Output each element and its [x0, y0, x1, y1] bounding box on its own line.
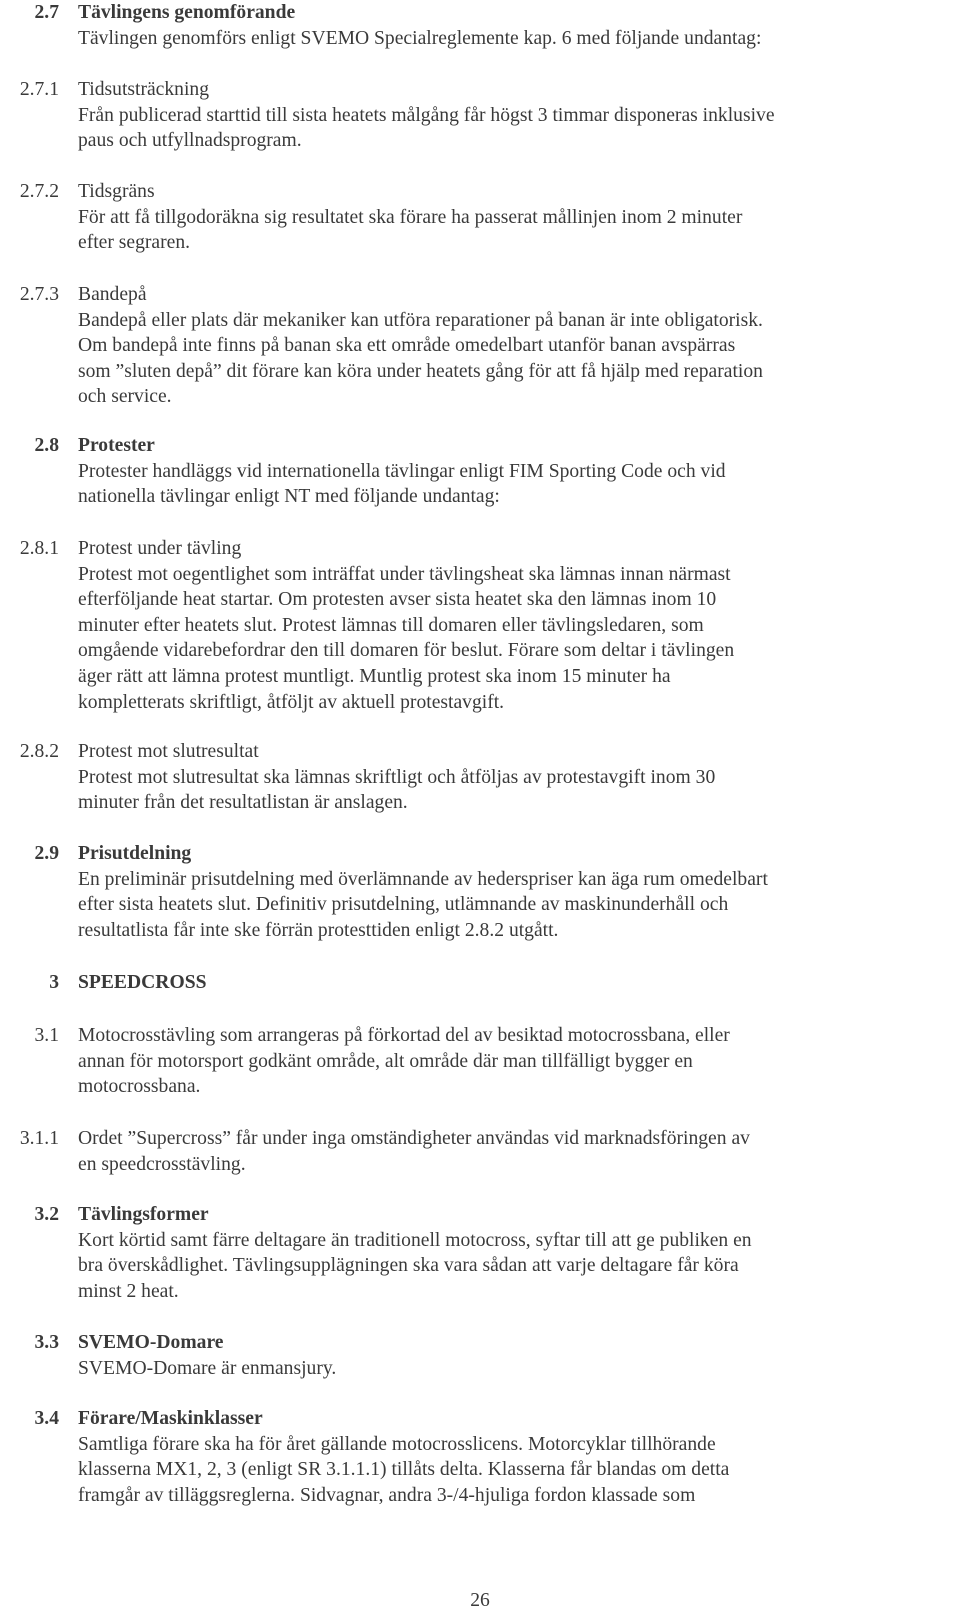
section-body: [78, 1330, 952, 1381]
paragraph-line: Ordet ”Supercross” får under inga omständigheter användas vid marknadsföringen av: [78, 1128, 750, 1149]
section-body: [78, 1202, 952, 1304]
section-heading: Protester: [78, 435, 155, 456]
paragraph-line: Om bandepå inte finns på banan ska ett område omedelbart utanför banan avspärras: [78, 335, 736, 357]
paragraph-line: Motocrosstävling som arrangeras på förkortad del av besiktad motocrossbana, eller: [78, 1025, 730, 1046]
section-number: 2.8.2: [19, 741, 59, 762]
section-number: 2.8: [34, 435, 59, 456]
paragraph-line: Protest mot oegentlighet som inträffat under tävlingsheat ska lämnas innan närmast: [78, 563, 731, 585]
section-heading: Tidsutsträckning: [78, 79, 210, 100]
paragraph-line: som ”sluten depå” dit förare kan köra under heatets gång för att få hjälp med reparation: [78, 360, 763, 382]
section-body: [78, 739, 952, 816]
section-body: [78, 1406, 952, 1508]
section-heading: SVEMO-Domare: [78, 1332, 224, 1353]
section-number: 2.7: [34, 2, 59, 23]
section-body: [78, 841, 952, 943]
paragraph-line: motocrossbana.: [78, 1076, 201, 1098]
paragraph-line: Bandepå eller plats där mekaniker kan utföra reparationer på banan är inte obligatorisk.: [78, 309, 763, 331]
paragraph-line: efterföljande heat startar. Om protesten avser sista heatet ska den lämnas inom 10: [78, 589, 717, 611]
section-heading: Förare/Maskinklasser: [78, 1408, 263, 1429]
section-body: [78, 1126, 952, 1177]
paragraph-line: Från publicerad starttid till sista heatets målgång får högst 3 timmar disponeras inklusive: [78, 104, 775, 126]
section-heading: Tävlingens genomförande: [78, 2, 296, 23]
section-number: 2.9: [34, 843, 59, 864]
paragraph-line: annan för motorsport godkänt område, alt område där man tillfälligt bygger en: [78, 1050, 693, 1072]
section-body: [78, 282, 952, 410]
section-number: 3.2: [34, 1204, 59, 1225]
section-number: 3.1.1: [19, 1128, 59, 1149]
paragraph-line: minuter från det resultatlistan är anslagen.: [78, 792, 408, 814]
paragraph-line: en speedcrosstävling.: [78, 1153, 246, 1175]
section-body: [78, 179, 952, 256]
paragraph-line: efter sista heatets slut. Definitiv prisutdelning, utlämnande av maskinunderhåll och: [78, 894, 729, 916]
section-heading: Protest under tävling: [78, 538, 242, 559]
paragraph-line: kompletterats skriftligt, åtföljt av aktuell protestavgift.: [78, 691, 505, 713]
paragraph-line: äger rätt att lämna protest muntligt. Muntlig protest ska inom 15 minuter ha: [78, 665, 671, 687]
paragraph-line: paus och utfyllnadsprogram.: [78, 130, 302, 152]
section-body: [78, 1023, 952, 1100]
section-heading: Tidsgräns: [78, 181, 155, 202]
section-body: [78, 433, 952, 510]
paragraph-line: Protest mot slutresultat ska lämnas skriftligt och åtföljas av protestavgift inom 30: [78, 766, 716, 788]
paragraph-line: omgående vidarebefordrar den till domaren för beslut. Förare som deltar i tävlingen: [78, 640, 735, 662]
section-heading: Protest mot slutresultat: [78, 741, 259, 762]
section-number: 3.3: [34, 1332, 59, 1353]
paragraph-line: minst 2 heat.: [78, 1280, 179, 1302]
paragraph-line: Samtliga förare ska ha för året gällande motocrosslicens. Motorcyklar tillhörande: [78, 1433, 716, 1455]
paragraph-line: SVEMO-Domare är enmansjury.: [78, 1357, 337, 1379]
section-body: [78, 970, 952, 996]
paragraph-line: nationella tävlingar enligt NT med följande undantag:: [78, 486, 500, 508]
paragraph-line: För att få tillgodoräkna sig resultatet ska förare ha passerat mållinjen inom 2 minuter: [78, 206, 743, 228]
paragraph-line: klasserna MX1, 2, 3 (enligt SR 3.1.1.1) tillåts delta. Klasserna får blandas om detta: [78, 1459, 730, 1481]
section-number: 2.7.1: [19, 79, 59, 100]
section-body: [78, 77, 952, 154]
section-number: 2.7.3: [19, 284, 59, 305]
section-body: [78, 0, 952, 51]
section-heading: Tävlingsformer: [78, 1204, 209, 1225]
paragraph-line: Protester handläggs vid internationella tävlingar enligt FIM Sporting Code och vid: [78, 460, 726, 482]
paragraph-line: minuter efter heatets slut. Protest lämnas till domaren eller tävlingsledaren, som: [78, 614, 704, 636]
section-number: 2.7.2: [19, 181, 59, 202]
section-number: 3: [49, 972, 59, 993]
page-number: 26: [470, 1590, 490, 1611]
section-heading: SPEEDCROSS: [78, 972, 207, 993]
section-body: [78, 536, 952, 715]
section-number: 3.1: [34, 1025, 59, 1046]
paragraph-line: och service.: [78, 386, 172, 408]
section-heading: Prisutdelning: [78, 843, 192, 864]
paragraph-line: resultatlista får inte ske förrän protesttiden enligt 2.8.2 utgått.: [78, 919, 559, 941]
section-number: 3.4: [34, 1408, 59, 1429]
paragraph-line: Kort körtid samt färre deltagare än traditionell motocross, syftar till att ge publiken en: [78, 1229, 752, 1251]
paragraph-line: bra överskådlighet. Tävlingsupplägningen ska vara sådan att varje deltagare får köra: [78, 1255, 739, 1277]
paragraph-line: efter segraren.: [78, 232, 191, 254]
paragraph-line: En preliminär prisutdelning med överlämnande av hederspriser kan äga rum omedelbart: [78, 868, 768, 890]
section-heading: Bandepå: [78, 284, 147, 305]
section-number: 2.8.1: [19, 538, 59, 559]
paragraph-line: framgår av tilläggsreglerna. Sidvagnar, andra 3-/4-hjuliga fordon klassade som: [78, 1484, 696, 1506]
paragraph-line: Tävlingen genomförs enligt SVEMO Specialreglemente kap. 6 med följande undantag:: [78, 27, 762, 49]
